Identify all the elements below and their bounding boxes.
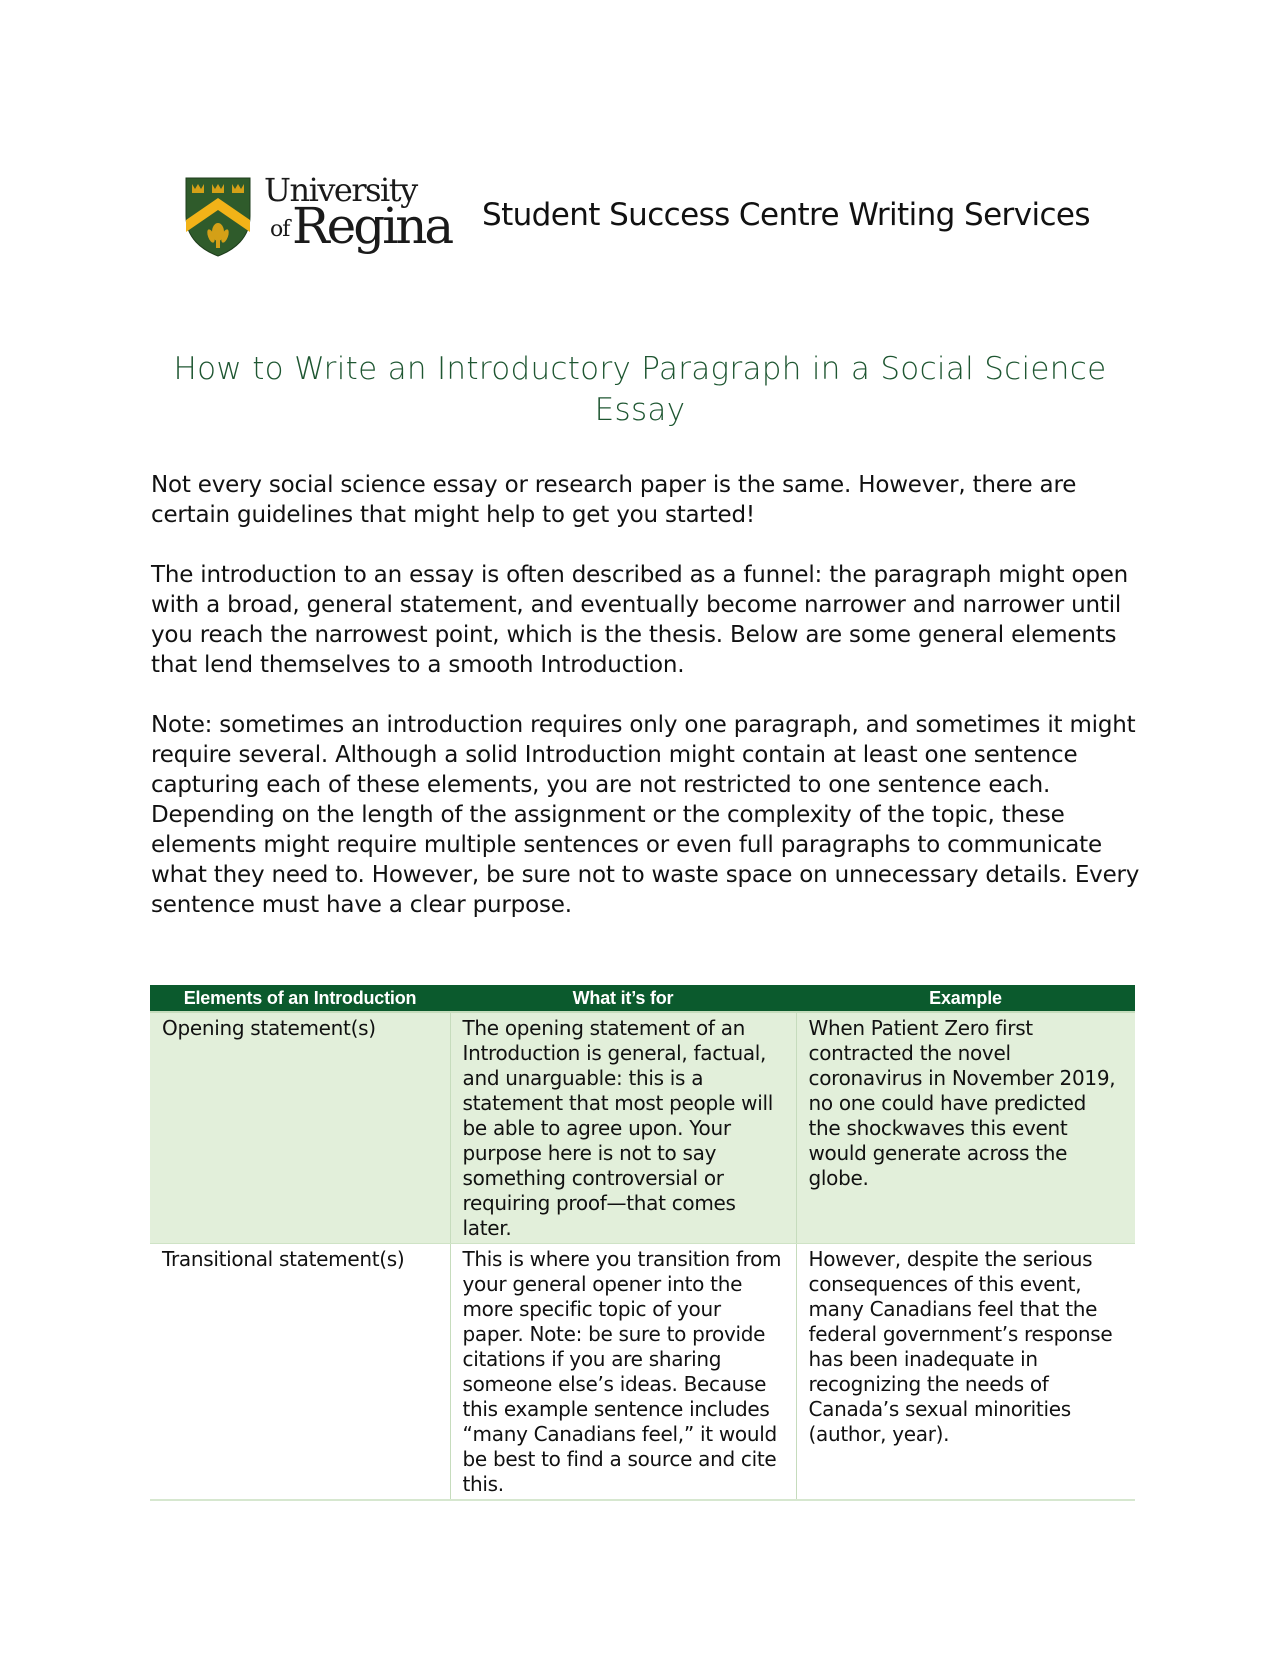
university-crest-logo xyxy=(184,176,252,258)
column-header-purpose: What it’s for xyxy=(450,985,796,1012)
element-name-cell: Transitional statement(s) xyxy=(150,1244,450,1501)
funnel-paragraph: The introduction to an essay is often described as a funnel: the paragraph might open with a broad, general statement, and eventually become narrower and narrower until you reach the narrowest point, which is the thesis. Below are some general elements that lend themselves to a smooth Introduction. xyxy=(151,562,1129,678)
service-title: Student Success Centre Writing Services xyxy=(482,197,1090,233)
body-text xyxy=(151,470,1141,950)
wordmark-university: University xyxy=(264,171,417,209)
example-cell: However, despite the serious consequences of this event, many Canadians feel that the federal government’s response has been inadequate in recognizing the needs of Canada’s sexual minorities (author, year). xyxy=(796,1244,1135,1501)
table-row xyxy=(150,1244,1135,1501)
document-title: How to Write an Introductory Paragraph in a Social Science Essay xyxy=(173,351,1107,428)
column-header-example: Example xyxy=(796,985,1135,1012)
wordmark-of: of xyxy=(270,217,290,242)
note-paragraph: Note: sometimes an introduction requires only one paragraph, and sometimes it might require several. Although a solid Introduction might contain at least one sentence capturing each of these elements, you are not restricted to one sentence each. Depending on the length of the assignment or the complexity of the topic, these elements might require multiple sentences or even full paragraphs to communicate what they need to. However, be sure not to waste space on unnecessary details. Every sentence must have a clear purpose. xyxy=(151,712,1140,918)
elements-table xyxy=(150,985,1135,1501)
purpose-cell: This is where you transition from your general opener into the more specific topic of your paper. Note: be sure to provide citations if you are sharing someone else’s ideas. Because this example sentence includes “many Canadians feel,” it would be best to find a source and cite this. xyxy=(450,1244,796,1501)
university-wordmark xyxy=(264,171,452,264)
table-header-row xyxy=(150,985,1135,1012)
letterhead xyxy=(184,171,1104,264)
purpose-cell: The opening statement of an Introduction is general, factual, and unarguable: this is a statement that most people will be able to agree upon. Your purpose here is not to say something controversial or requiring proof—that comes later. xyxy=(450,1012,796,1244)
table-row xyxy=(150,1012,1135,1244)
intro-paragraph: Not every social science essay or research paper is the same. However, there are certain guidelines that might help to get you started! xyxy=(151,472,1077,528)
element-name-cell: Opening statement(s) xyxy=(150,1012,450,1244)
wordmark-regina: Regina xyxy=(292,197,452,255)
column-header-elements: Elements of an Introduction xyxy=(150,985,450,1012)
example-cell: When Patient Zero first contracted the novel coronavirus in November 2019, no one could have predicted the shockwaves this event would generate across the globe. xyxy=(796,1012,1135,1244)
